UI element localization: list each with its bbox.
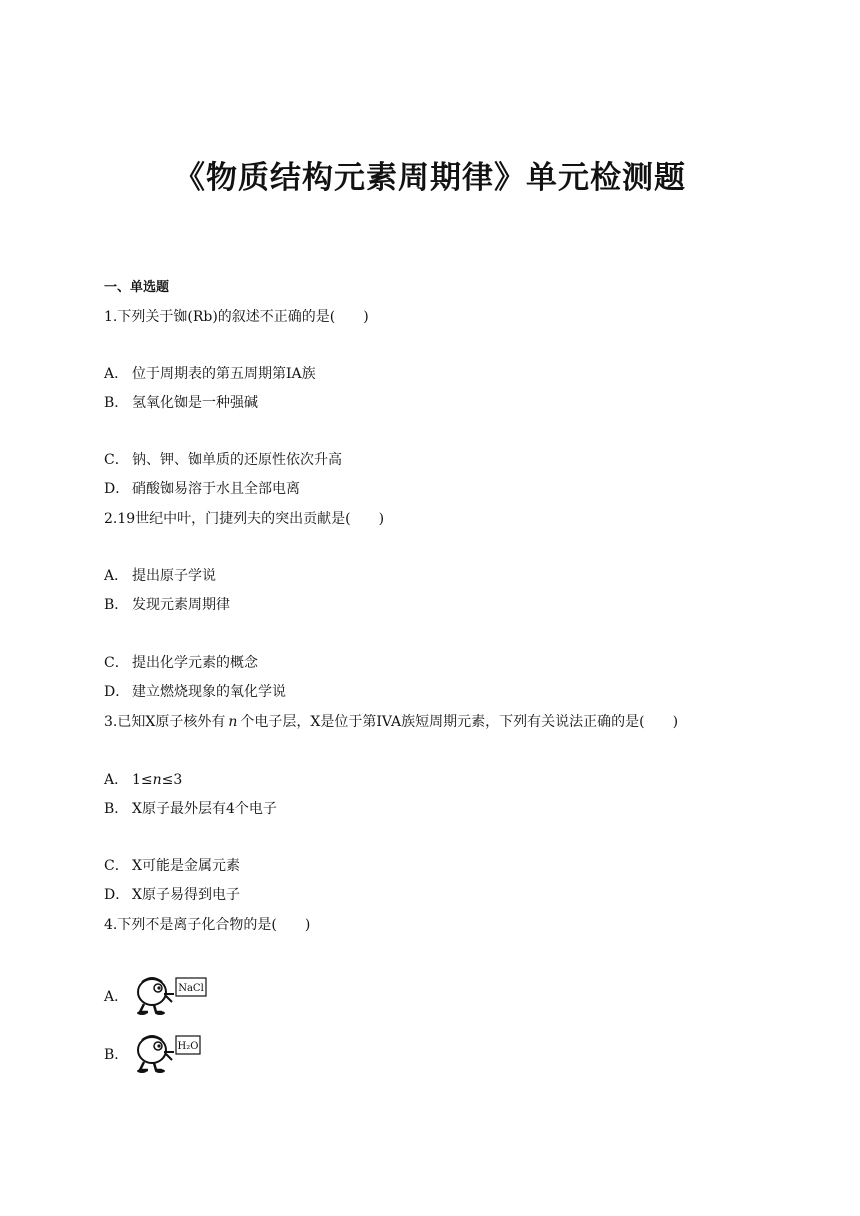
stem-text: 个电子层，X是位于第IVA族短周期元素，下列有关说法正确的是( ) bbox=[240, 714, 679, 730]
question-1-option-b bbox=[104, 393, 258, 413]
question-1-stem: 1.下列关于铷(Rb)的叙述不正确的是( ) bbox=[104, 309, 369, 325]
question-2-option-a bbox=[104, 566, 216, 586]
option-text: 1≤ bbox=[132, 772, 153, 788]
option-letter: C． bbox=[104, 655, 129, 671]
option-letter: B． bbox=[104, 801, 129, 817]
question-3-option-d bbox=[104, 885, 240, 905]
option-text: 提出原子学说 bbox=[132, 568, 216, 584]
cartoon-mascot-icon bbox=[130, 972, 210, 1016]
stem-text: 3.已知X原子核外有 bbox=[104, 714, 226, 730]
option-letter: B． bbox=[104, 597, 129, 613]
sign-label: NaCl bbox=[178, 983, 204, 994]
option-text: 氢氧化铷是一种强碱 bbox=[132, 395, 258, 411]
option-text: 发现元素周期律 bbox=[132, 597, 230, 613]
option-letter: A． bbox=[104, 366, 129, 382]
question-3-stem bbox=[104, 712, 678, 732]
option-letter: C． bbox=[104, 858, 129, 874]
option-letter: D． bbox=[104, 481, 130, 497]
question-2-option-c bbox=[104, 653, 258, 673]
option-letter: B． bbox=[104, 1047, 129, 1063]
question-1-option-d bbox=[104, 479, 300, 499]
question-2-option-b bbox=[104, 595, 230, 615]
option-text: ≤3 bbox=[161, 772, 183, 788]
option-letter: D． bbox=[104, 684, 130, 700]
option-letter: B． bbox=[104, 395, 129, 411]
option-text: 提出化学元素的概念 bbox=[132, 655, 258, 671]
question-2-option-d bbox=[104, 682, 286, 702]
question-2-stem: 2.19世纪中叶，门捷列夫的突出贡献是( ) bbox=[104, 511, 385, 527]
option-text: X可能是金属元素 bbox=[132, 858, 240, 874]
variable-n: n bbox=[228, 714, 238, 730]
question-4-option-b bbox=[104, 1030, 224, 1076]
option-text: 建立燃烧现象的氧化学说 bbox=[132, 684, 286, 700]
question-4-stem: 4.下列不是离子化合物的是( ) bbox=[104, 917, 311, 933]
variable-n: n bbox=[152, 772, 162, 788]
option-text: 位于周期表的第五周期第IA族 bbox=[132, 366, 316, 382]
sign-label: H₂O bbox=[177, 1041, 199, 1052]
question-3-option-b bbox=[104, 799, 277, 819]
option-text: X原子易得到电子 bbox=[132, 887, 240, 903]
page-title: 《物质结构元素周期律》单元检测题 bbox=[174, 160, 686, 196]
question-3-option-c bbox=[104, 856, 240, 876]
question-3-option-a bbox=[104, 770, 182, 790]
question-1-option-a bbox=[104, 364, 316, 384]
option-letter: A． bbox=[104, 568, 129, 584]
option-text: 钠、钾、铷单质的还原性依次升高 bbox=[132, 452, 342, 468]
option-letter: A． bbox=[104, 772, 129, 788]
option-text: X原子最外层有4个电子 bbox=[132, 801, 277, 817]
option-letter: D． bbox=[104, 887, 130, 903]
question-1-option-c bbox=[104, 450, 342, 470]
option-text: 硝酸铷易溶于水且全部电离 bbox=[132, 481, 300, 497]
option-letter: A． bbox=[104, 989, 129, 1005]
section-heading: 一、单选题 bbox=[104, 280, 170, 295]
cartoon-mascot-icon bbox=[130, 1030, 210, 1074]
option-letter: C． bbox=[104, 452, 129, 468]
question-4-option-a bbox=[104, 972, 224, 1018]
